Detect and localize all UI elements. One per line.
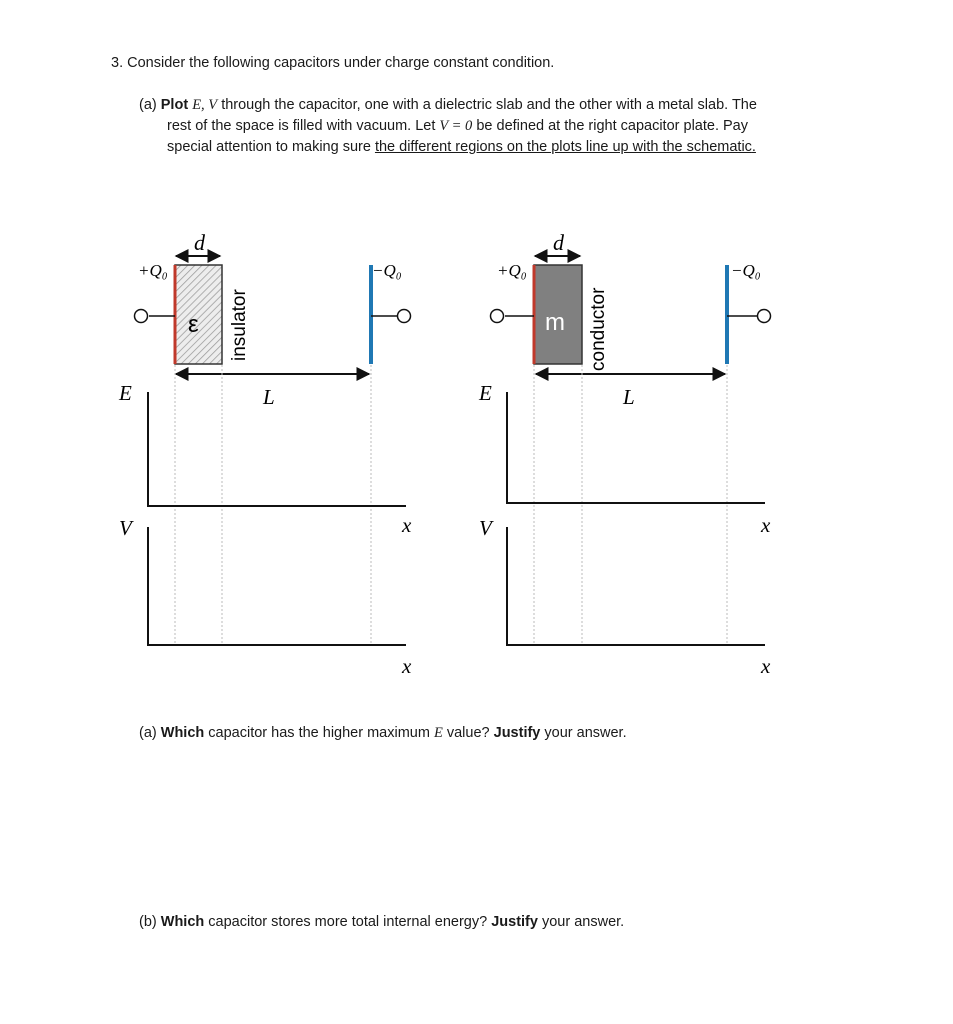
part-a-line2a: rest of the space is filled with vacuum. Let	[167, 118, 436, 134]
question-a	[139, 723, 627, 744]
right-v-x-label: x	[761, 654, 771, 678]
question-a-text1: capacitor has the higher maximum	[208, 725, 430, 741]
left-capacitor	[118, 230, 412, 678]
right-capacitor	[478, 230, 771, 678]
right-right-terminal	[758, 310, 771, 323]
question-a-justify: Justify	[493, 725, 541, 741]
left-v-axis-label: V	[119, 516, 132, 540]
left-e-axes	[148, 392, 406, 506]
right-charge-positive: +Q₀	[497, 261, 527, 280]
left-slab-material: insulator	[229, 289, 250, 361]
right-e-axis-label: E	[479, 381, 492, 405]
left-slab-symbol: ε	[188, 311, 199, 338]
part-a-line1: through the capacitor, one with a dielectric slab and the other with a metal slab. The	[221, 97, 757, 113]
question-b	[139, 912, 624, 933]
left-charge-positive: +Q₀	[138, 261, 168, 280]
right-left-terminal	[491, 310, 504, 323]
left-slab-width-label: d	[194, 230, 205, 255]
left-v-axes	[148, 527, 406, 645]
right-v-axis-label: V	[479, 516, 492, 540]
part-a-line3a: special attention to making sure	[167, 139, 371, 155]
left-e-axis-label: E	[119, 381, 132, 405]
left-right-terminal	[398, 310, 411, 323]
left-gap-label: L	[263, 385, 275, 409]
question-b-label: (b)	[139, 914, 157, 930]
left-left-terminal	[135, 310, 148, 323]
question-b-which: Which	[160, 914, 205, 930]
right-slab-symbol: m	[545, 309, 565, 336]
part-a-vars: E, V	[192, 97, 218, 113]
question-a-label: (a)	[139, 725, 157, 741]
right-slab-width-label: d	[553, 230, 564, 255]
left-v-x-label: x	[402, 654, 412, 678]
part-a-period: .	[751, 139, 756, 155]
question-a-text2: value?	[446, 725, 490, 741]
right-gap-label: L	[623, 385, 635, 409]
part-a-label: (a)	[139, 97, 157, 113]
question-a-which: Which	[160, 725, 205, 741]
right-v-axes	[507, 527, 765, 645]
part-a-underlined: the different regions on the plots line up with the schematic	[374, 139, 752, 155]
question-a-text3: your answer.	[544, 725, 627, 741]
part-a-line2b: be defined at the right capacitor plate. Pay	[476, 118, 748, 134]
question-b-text1: capacitor stores more total internal energy?	[208, 914, 488, 930]
right-e-x-label: x	[761, 513, 771, 537]
left-charge-negative: −Q₀	[372, 261, 402, 280]
question-b-text3: your answer.	[541, 914, 625, 930]
question-b-justify: Justify	[491, 914, 538, 930]
part-a-verb: Plot	[160, 97, 189, 113]
right-charge-negative: −Q₀	[731, 261, 761, 280]
right-slab-material: conductor	[588, 287, 609, 371]
part-a-line2-math: V = 0	[439, 118, 473, 134]
problem-header: 3. Consider the following capacitors under charge constant condition.	[111, 55, 555, 71]
right-e-axes	[507, 392, 765, 503]
left-e-x-label: x	[402, 513, 412, 537]
question-a-math: E	[433, 725, 443, 741]
